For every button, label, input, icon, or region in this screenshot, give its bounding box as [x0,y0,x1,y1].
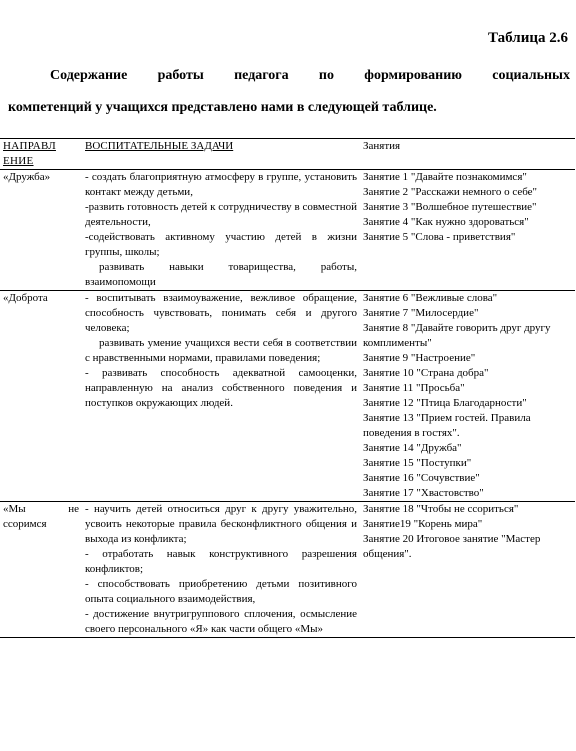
row-lessons [360,170,575,291]
lesson-item: Занятие 11 "Просьба" [363,382,465,394]
direction-word: ссоримся [3,518,47,530]
row-direction: «Дружба» [0,170,82,291]
header-tasks: ВОСПИТАТЕЛЬНЫЕ ЗАДАЧИ [82,139,360,170]
intro-line-1: Содержание работы педагога по формированию социальных [50,68,570,83]
intro-line-2: компетенций у учащихся представлено нами в следующей таблице. [8,100,437,115]
row-tasks [82,502,360,638]
lesson-item: Занятие 14 "Дружба" [363,442,462,454]
lesson-item: Занятие 1 "Давайте познакомимся" [363,171,527,183]
direction-word: не [68,503,79,515]
lesson-item: Занятие19 "Корень мира" [363,518,483,530]
row-direction: «Доброта [0,291,82,502]
row-tasks [82,170,360,291]
task-item: развивать навыки товарищества, работы, взаимопомощи [85,261,357,288]
lesson-item: Занятие 7 "Милосердие" [363,307,479,319]
intro-paragraph [8,60,570,124]
task-item: - научить детей относиться друг к другу уважительно, усвоить некоторые правила бесконфликтного общения и выхода из конфликта; [85,503,357,545]
row-lessons [360,291,575,502]
lesson-item: Занятие 5 "Слова - приветствия" [363,231,516,243]
lesson-item: Занятие 16 "Сочувствие" [363,472,480,484]
row-tasks [82,291,360,502]
social-competence-table [0,138,575,638]
task-item: - способствовать приобретению детьми позитивного опыта социального взаимодействия, [85,578,357,605]
lesson-item: Занятие 2 "Расскажи немного о себе" [363,186,538,198]
task-item: - развивать способность адекватной самооценки, направленную на анализ собственного поведения и поступков окружающих людей. [85,367,357,409]
row-direction [0,502,82,638]
table-caption: Таблица 2.6 [488,30,568,46]
row-lessons [360,502,575,638]
lesson-item: Занятие 9 "Настроение" [363,352,476,364]
table-header-row [0,139,575,170]
header-direction-part1: НАПРАВЛ [3,140,56,152]
task-item: -развить готовность детей к сотрудничеству в совместной деятельности, [85,201,357,228]
lesson-item: Занятие 4 "Как нужно здороваться" [363,216,529,228]
lesson-item: Занятие 8 "Давайте говорить друг другу комплименты" [363,322,551,349]
task-item: -содействовать активному участию детей в жизни группы, школы; [85,231,357,258]
lesson-item: Занятие 12 "Птица Благодарности" [363,397,527,409]
lesson-item: Занятие 15 "Поступки" [363,457,472,469]
table-row [0,291,575,502]
task-item: - создать благоприятную атмосферу в группе, установить контакт между детьми, [85,171,357,198]
lesson-item: Занятие 13 "Прием гостей. Правила поведения в гостях". [363,412,531,439]
lesson-item: Занятие 10 "Страна добра" [363,367,489,379]
task-item: - воспитывать взаимоуважение, вежливое обращение, способность чувствовать, понимать себя и другого человека; [85,292,357,334]
lesson-item: Занятие 3 "Волшебное путешествие" [363,201,537,213]
lesson-item: Занятие 18 "Чтобы не ссориться" [363,503,519,515]
header-lessons: Занятия [360,139,575,170]
direction-word: «Мы [3,503,26,515]
task-item: развивать умение учащихся вести себя в соответствии с нравственными нормами, правилами поведения; [85,337,357,364]
task-item: - достижение внутригруппового сплочения, осмысление своего персонального «Я» как части общего «Мы» [85,608,357,635]
header-direction [0,139,82,170]
direction-line-1 [3,502,79,517]
lesson-item: Занятие 20 Итоговое занятие "Мастер общения". [363,533,541,560]
lesson-item: Занятие 17 "Хвастовство" [363,487,484,499]
lesson-item: Занятие 6 "Вежливые слова" [363,292,498,304]
table-row [0,170,575,291]
header-direction-part2: ЕНИЕ [3,155,34,167]
task-item: - отработать навык конструктивного разрешения конфликтов; [85,548,357,575]
table-row [0,502,575,638]
